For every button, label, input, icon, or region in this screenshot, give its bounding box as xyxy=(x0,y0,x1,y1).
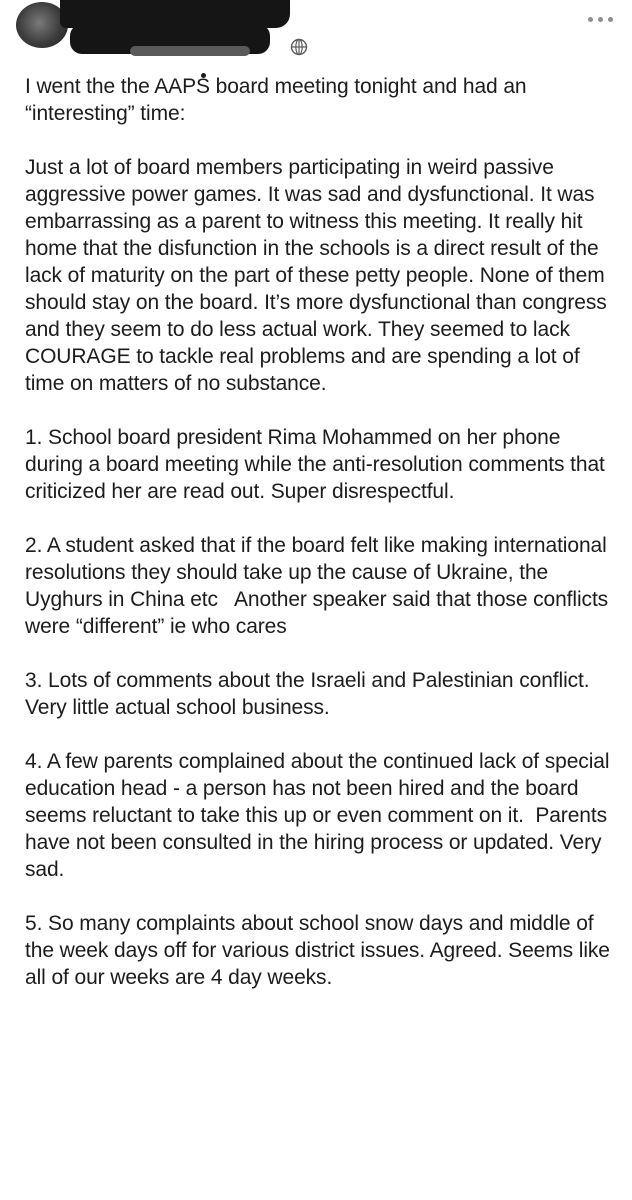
post-paragraph-point-1: 1. School board president Rima Mohammed on her phone during a board meeting while the anti-resolution comments that criticized her are read out. Super disrespectful. xyxy=(25,426,605,503)
post-paragraph-intro: I went the the AAPS board meeting tonight and had an “interesting” time: xyxy=(25,75,527,125)
redacted-timestamp xyxy=(130,46,250,56)
globe-icon xyxy=(290,38,308,56)
post-paragraph-point-2: 2. A student asked that if the board felt like making international resolutions they should take up the cause of Ukraine, the Uyghurs in China etc Another speaker said that those conflicts were “different” ie who cares xyxy=(25,534,609,638)
post-paragraph-point-5: 5. So many complaints about school snow days and middle of the week days off for various district issues. Agreed. Seems like all of our weeks are 4 day weeks. xyxy=(25,912,610,989)
post-paragraph-point-4: 4. A few parents complained about the continued lack of special education head - a person has not been hired and the board seems reluctant to take this up or even comment on it. Parents have not been consulted in the hiring process or updated. Very sad. xyxy=(25,750,610,881)
post-header xyxy=(0,0,632,70)
post-paragraph-summary: Just a lot of board members participating in weird passive aggressive power games. It was sad and dysfunctional. It was embarrassing as a parent to witness this meeting. It really hit home that the disfunction in the schools is a direct result of the lack of maturity on the part of these petty people. None of them should stay on the board. It’s more dysfunctional than congress and they seem to do less actual work. They seemed to lack COURAGE to tackle real problems and are spending a lot of time on matters of no substance. xyxy=(25,156,607,395)
post-body xyxy=(25,73,617,1018)
more-horizontal-icon[interactable] xyxy=(588,12,618,26)
post-paragraph-point-3: 3. Lots of comments about the Israeli and Palestinian conflict. Very little actual school business. xyxy=(25,669,590,719)
